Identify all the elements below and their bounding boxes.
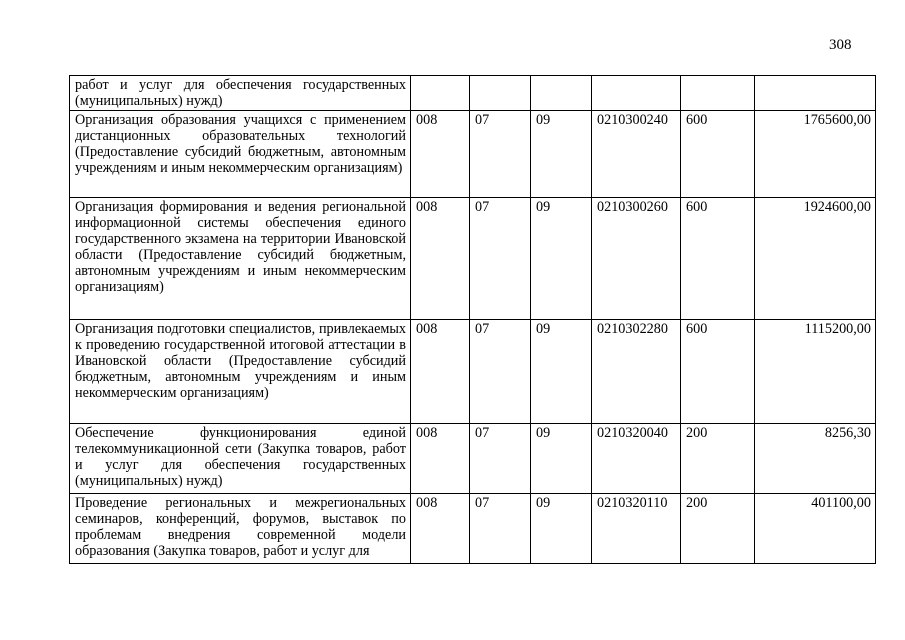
row-amount: 1765600,00	[755, 111, 876, 198]
table-row	[70, 111, 876, 198]
row-expense-type: 200	[681, 494, 755, 564]
row-amount: 8256,30	[755, 424, 876, 494]
row-ministry-code: 008	[411, 494, 470, 564]
row-description: Обеспечение функционирования единой телекоммуникационной сети (Закупка товаров, работ и услуг для обеспечения государственных (муниципальных) нужд)	[70, 424, 411, 494]
row-subsection-code: 09	[531, 320, 592, 424]
row-ministry-code: 008	[411, 111, 470, 198]
row-target-code	[592, 76, 681, 111]
row-ministry-code: 008	[411, 320, 470, 424]
row-description: Организация образования учащихся с применением дистанционных образовательных технологий (Предоставление субсидий бюджетным, автономным учреждениям и иным некоммерческим организациям)	[70, 111, 411, 198]
row-amount: 1924600,00	[755, 198, 876, 320]
row-ministry-code: 008	[411, 424, 470, 494]
row-section-code: 07	[470, 494, 531, 564]
row-expense-type: 600	[681, 198, 755, 320]
table-row	[70, 494, 876, 564]
table-row	[70, 76, 876, 111]
row-target-code: 0210300240	[592, 111, 681, 198]
row-amount	[755, 76, 876, 111]
table-row	[70, 198, 876, 320]
row-target-code: 0210302280	[592, 320, 681, 424]
row-subsection-code: 09	[531, 111, 592, 198]
budget-table	[69, 75, 876, 564]
row-expense-type	[681, 76, 755, 111]
row-section-code: 07	[470, 111, 531, 198]
table-row	[70, 424, 876, 494]
row-section-code: 07	[470, 198, 531, 320]
row-ministry-code: 008	[411, 198, 470, 320]
row-target-code: 0210320040	[592, 424, 681, 494]
row-section-code: 07	[470, 424, 531, 494]
page-number: 308	[829, 37, 852, 53]
table-row	[70, 320, 876, 424]
row-description: Организация подготовки специалистов, привлекаемых к проведению государственной итоговой аттестации в Ивановской области (Предоставление субсидий бюджетным, автономным учреждениям и иным некоммерческим организациям)	[70, 320, 411, 424]
row-subsection-code: 09	[531, 424, 592, 494]
row-ministry-code	[411, 76, 470, 111]
row-target-code: 0210300260	[592, 198, 681, 320]
row-subsection-code	[531, 76, 592, 111]
row-expense-type: 600	[681, 111, 755, 198]
row-target-code: 0210320110	[592, 494, 681, 564]
row-section-code: 07	[470, 320, 531, 424]
row-section-code	[470, 76, 531, 111]
row-description: Организация формирования и ведения региональной информационной системы обеспечения единого государственного экзамена на территории Ивановской области (Предоставление субсидий бюджетным, автономным учреждениям и иным некоммерческим организациям)	[70, 198, 411, 320]
row-description: Проведение региональных и межрегиональных семинаров, конференций, форумов, выставок по проблемам внедрения современной модели образования (Закупка товаров, работ и услуг для	[70, 494, 411, 564]
row-expense-type: 600	[681, 320, 755, 424]
row-amount: 401100,00	[755, 494, 876, 564]
row-description: работ и услуг для обеспечения государственных (муниципальных) нужд)	[70, 76, 411, 111]
row-subsection-code: 09	[531, 494, 592, 564]
row-amount: 1115200,00	[755, 320, 876, 424]
row-subsection-code: 09	[531, 198, 592, 320]
row-expense-type: 200	[681, 424, 755, 494]
